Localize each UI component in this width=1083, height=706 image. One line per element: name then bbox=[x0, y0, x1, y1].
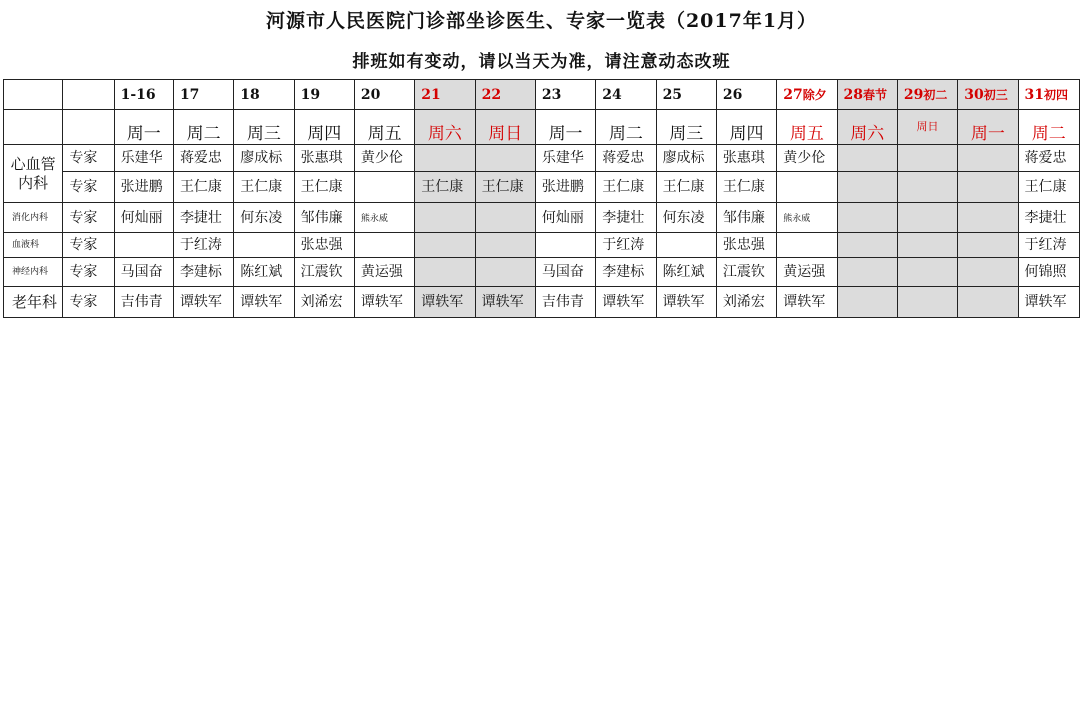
holiday-label: 春节 bbox=[863, 87, 888, 102]
doctor-cell bbox=[354, 203, 414, 233]
doctor-name: 邹伟廉 bbox=[300, 209, 343, 226]
holiday-label: 初二 bbox=[923, 87, 948, 102]
doctor-name: 谭轶军 bbox=[602, 294, 645, 310]
doctor-name: 何灿丽 bbox=[541, 209, 584, 226]
date-header-cell bbox=[294, 80, 354, 110]
doctor-name: 马国奋 bbox=[541, 264, 584, 280]
doctor-cell bbox=[173, 172, 233, 203]
doctor-name: 黄少伦 bbox=[360, 150, 403, 166]
doctor-cell bbox=[415, 258, 475, 287]
holiday-label: 除夕 bbox=[802, 87, 827, 102]
weekday-header-cell: 周六 bbox=[837, 110, 897, 145]
doctor-cell bbox=[415, 172, 475, 203]
doctor-cell bbox=[777, 233, 837, 258]
doctor-name: 王仁康 bbox=[240, 179, 283, 195]
doctor-cell bbox=[596, 145, 656, 172]
weekday-header-cell: 周二 bbox=[1018, 110, 1079, 145]
doctor-cell bbox=[897, 258, 957, 287]
doctor-cell bbox=[475, 233, 535, 258]
doctor-cell bbox=[716, 258, 776, 287]
doctor-cell bbox=[475, 145, 535, 172]
date-header-cell bbox=[777, 80, 837, 110]
weekday-header-cell: 周二 bbox=[173, 110, 233, 145]
doctor-cell bbox=[114, 258, 173, 287]
doctor-cell bbox=[535, 233, 595, 258]
doctor-name: 刘浠宏 bbox=[722, 294, 765, 310]
weekday-header-cell: 周五 bbox=[777, 110, 837, 145]
schedule-row bbox=[4, 287, 1080, 318]
doctor-name: 李建标 bbox=[179, 264, 222, 280]
doctor-cell bbox=[1018, 233, 1079, 258]
date-number: 18 bbox=[240, 86, 260, 103]
doctor-cell bbox=[897, 287, 957, 318]
doctor-name: 江震钦 bbox=[300, 264, 343, 280]
doctor-name: 王仁康 bbox=[300, 179, 343, 195]
doctor-cell bbox=[114, 145, 173, 172]
date-header-cell bbox=[656, 80, 716, 110]
doctor-cell bbox=[415, 287, 475, 318]
weekday-header-cell: 周日 bbox=[475, 110, 535, 145]
role-type-cell: 专家 bbox=[63, 258, 114, 287]
page-subtitle: 排班如有变动，请以当天为准，请注意动态改班 bbox=[352, 52, 731, 72]
doctor-cell bbox=[294, 258, 354, 287]
date-header-cell bbox=[415, 80, 475, 110]
doctor-name: 乐建华 bbox=[120, 150, 163, 166]
doctor-cell bbox=[777, 258, 837, 287]
doctor-cell bbox=[1018, 287, 1079, 318]
doctor-name: 于红涛 bbox=[1024, 237, 1067, 253]
date-number: 26 bbox=[722, 86, 743, 103]
date-number: 20 bbox=[360, 86, 381, 103]
doctor-name: 熊永威 bbox=[783, 213, 811, 224]
date-header-cell bbox=[354, 80, 414, 110]
doctor-name: 王仁康 bbox=[722, 179, 765, 195]
doctor-cell bbox=[656, 258, 716, 287]
doctor-cell bbox=[234, 287, 294, 318]
doctor-cell bbox=[897, 203, 957, 233]
doctor-name: 何东凌 bbox=[662, 209, 705, 226]
doctor-cell bbox=[656, 203, 716, 233]
doctor-name: 王仁康 bbox=[179, 179, 222, 195]
doctor-cell bbox=[114, 172, 173, 203]
role-type-cell: 专家 bbox=[63, 233, 114, 258]
doctor-name: 何灿丽 bbox=[120, 209, 163, 226]
doctor-name: 谭轶军 bbox=[783, 294, 826, 310]
date-header-cell bbox=[173, 80, 233, 110]
doctor-cell bbox=[897, 172, 957, 203]
doctor-cell bbox=[596, 172, 656, 203]
weekday-header-cell: 周一 bbox=[114, 110, 173, 145]
doctor-cell bbox=[415, 145, 475, 172]
doctor-name: 谭轶军 bbox=[360, 294, 403, 310]
doctor-cell bbox=[596, 203, 656, 233]
doctor-cell bbox=[415, 233, 475, 258]
doctor-cell bbox=[596, 287, 656, 318]
doctor-name: 黄运强 bbox=[783, 264, 826, 280]
doctor-name: 谭轶军 bbox=[662, 294, 705, 310]
corner-cell bbox=[4, 110, 63, 145]
doctor-name: 谭轶军 bbox=[481, 294, 524, 310]
doctor-cell bbox=[656, 145, 716, 172]
doctor-cell bbox=[837, 287, 897, 318]
doctor-cell bbox=[234, 258, 294, 287]
doctor-name: 谭轶军 bbox=[240, 294, 283, 310]
doctor-cell bbox=[716, 287, 776, 318]
date-number: 24 bbox=[602, 86, 622, 103]
schedule-row bbox=[4, 203, 1080, 233]
doctor-cell bbox=[958, 203, 1018, 233]
doctor-cell bbox=[656, 287, 716, 318]
doctor-name: 蒋爱忠 bbox=[179, 150, 222, 166]
department-cell: 消化内科 bbox=[4, 203, 63, 233]
doctor-cell bbox=[354, 287, 414, 318]
date-header-cell bbox=[596, 80, 656, 110]
doctor-name: 江震钦 bbox=[722, 264, 765, 280]
doctor-name: 吉伟青 bbox=[120, 294, 163, 310]
doctor-name: 于红涛 bbox=[179, 237, 222, 253]
date-number: 27 bbox=[783, 86, 803, 103]
doctor-name: 廖成标 bbox=[240, 150, 283, 166]
weekday-header-row bbox=[4, 110, 1080, 145]
doctor-name: 邹伟廉 bbox=[722, 209, 765, 226]
doctor-cell bbox=[294, 233, 354, 258]
doctor-cell bbox=[716, 203, 776, 233]
doctor-name: 张进鹏 bbox=[541, 179, 584, 195]
doctor-cell bbox=[354, 172, 414, 203]
doctor-cell bbox=[173, 287, 233, 318]
doctor-cell bbox=[1018, 172, 1079, 203]
department-cell: 血液科 bbox=[4, 233, 63, 258]
doctor-cell bbox=[173, 145, 233, 172]
doctor-cell bbox=[535, 145, 595, 172]
doctor-cell bbox=[837, 233, 897, 258]
doctor-cell bbox=[1018, 145, 1079, 172]
doctor-cell bbox=[958, 287, 1018, 318]
schedule-row bbox=[4, 233, 1080, 258]
doctor-name: 李建标 bbox=[602, 264, 645, 280]
doctor-cell bbox=[234, 172, 294, 203]
doctor-name: 李捷壮 bbox=[179, 209, 222, 226]
date-header-cell bbox=[897, 80, 957, 110]
doctor-name: 陈红斌 bbox=[662, 264, 705, 280]
schedule-row bbox=[4, 172, 1080, 203]
doctor-cell bbox=[294, 145, 354, 172]
date-number: 19 bbox=[300, 86, 321, 103]
doctor-cell bbox=[837, 145, 897, 172]
doctor-cell bbox=[173, 203, 233, 233]
page-title: 河源市人民医院门诊部坐诊医生、专家一览表（2017年1月） bbox=[265, 10, 818, 32]
doctor-cell bbox=[114, 233, 173, 258]
doctor-name: 张惠琪 bbox=[300, 150, 343, 166]
doctor-name: 王仁康 bbox=[1024, 179, 1067, 195]
date-number: 31 bbox=[1024, 86, 1045, 103]
doctor-name: 何锦照 bbox=[1024, 264, 1067, 280]
doctor-name: 张忠强 bbox=[722, 237, 765, 253]
doctor-name: 熊永威 bbox=[360, 213, 388, 224]
date-header-cell bbox=[958, 80, 1018, 110]
doctor-name: 廖成标 bbox=[662, 150, 705, 166]
doctor-cell bbox=[234, 145, 294, 172]
department-cell: 神经内科 bbox=[4, 258, 63, 287]
doctor-cell bbox=[837, 258, 897, 287]
doctor-cell bbox=[294, 203, 354, 233]
holiday-label: 初四 bbox=[1044, 87, 1069, 102]
doctor-cell bbox=[596, 233, 656, 258]
doctor-cell bbox=[294, 287, 354, 318]
doctor-name: 张惠琪 bbox=[722, 150, 765, 166]
doctor-name: 谭轶军 bbox=[421, 294, 464, 310]
weekday-header-cell: 周五 bbox=[354, 110, 414, 145]
doctor-cell bbox=[596, 258, 656, 287]
doctor-cell bbox=[777, 172, 837, 203]
date-number: 29 bbox=[903, 86, 924, 103]
doctor-cell bbox=[475, 287, 535, 318]
doctor-name: 马国奋 bbox=[120, 264, 163, 280]
weekday-header-cell: 周一 bbox=[958, 110, 1018, 145]
corner-cell bbox=[63, 110, 114, 145]
schedule-row bbox=[4, 145, 1080, 172]
doctor-name: 于红涛 bbox=[602, 237, 645, 253]
date-number: 21 bbox=[421, 86, 441, 103]
date-header-cell bbox=[716, 80, 776, 110]
date-number: 25 bbox=[662, 86, 683, 103]
doctor-name: 吉伟青 bbox=[541, 294, 584, 310]
department-cell: 老年科 bbox=[4, 287, 63, 318]
date-number: 17 bbox=[179, 86, 200, 103]
doctor-cell bbox=[897, 233, 957, 258]
doctor-name: 王仁康 bbox=[662, 179, 705, 195]
weekday-header-cell: 周二 bbox=[596, 110, 656, 145]
doctor-name: 王仁康 bbox=[481, 179, 524, 195]
weekday-header-cell: 周四 bbox=[716, 110, 776, 145]
schedule-table bbox=[3, 79, 1080, 318]
weekday-header-cell: 周一 bbox=[535, 110, 595, 145]
doctor-name: 王仁康 bbox=[602, 179, 645, 195]
schedule-row bbox=[4, 258, 1080, 287]
doctor-name: 蒋爱忠 bbox=[1024, 150, 1067, 166]
doctor-name: 王仁康 bbox=[421, 179, 464, 195]
doctor-cell bbox=[535, 287, 595, 318]
doctor-name: 何东凌 bbox=[240, 209, 283, 226]
doctor-name: 刘浠宏 bbox=[300, 294, 343, 310]
corner-cell bbox=[4, 80, 63, 110]
doctor-name: 蒋爱忠 bbox=[602, 150, 645, 166]
doctor-name: 李捷壮 bbox=[1024, 209, 1067, 226]
doctor-name: 张进鹏 bbox=[120, 179, 163, 195]
role-type-cell: 专家 bbox=[63, 172, 114, 203]
doctor-cell bbox=[716, 145, 776, 172]
doctor-cell bbox=[234, 203, 294, 233]
doctor-cell bbox=[173, 258, 233, 287]
doctor-cell bbox=[958, 258, 1018, 287]
doctor-cell bbox=[354, 258, 414, 287]
doctor-cell bbox=[777, 145, 837, 172]
doctor-cell bbox=[173, 233, 233, 258]
weekday-header-cell: 周日 bbox=[897, 110, 957, 145]
doctor-name: 李捷壮 bbox=[602, 209, 645, 226]
doctor-cell bbox=[354, 145, 414, 172]
doctor-name: 乐建华 bbox=[541, 150, 584, 166]
date-number: 1-16 bbox=[120, 86, 156, 103]
doctor-cell bbox=[535, 172, 595, 203]
date-header-cell bbox=[475, 80, 535, 110]
role-type-cell: 专家 bbox=[63, 145, 114, 172]
date-number: 22 bbox=[481, 86, 502, 103]
date-header-cell bbox=[1018, 80, 1079, 110]
role-type-cell: 专家 bbox=[63, 287, 114, 318]
doctor-cell bbox=[777, 203, 837, 233]
doctor-cell bbox=[656, 233, 716, 258]
doctor-cell bbox=[897, 145, 957, 172]
date-header-cell bbox=[114, 80, 173, 110]
doctor-cell bbox=[354, 233, 414, 258]
date-header-row bbox=[4, 80, 1080, 110]
doctor-cell bbox=[475, 172, 535, 203]
date-header-cell bbox=[837, 80, 897, 110]
date-number: 28 bbox=[843, 86, 864, 103]
doctor-cell bbox=[958, 172, 1018, 203]
doctor-cell bbox=[958, 145, 1018, 172]
doctor-name: 张忠强 bbox=[300, 237, 343, 253]
role-type-cell: 专家 bbox=[63, 203, 114, 233]
weekday-header-cell: 周六 bbox=[415, 110, 475, 145]
date-header-cell bbox=[535, 80, 595, 110]
holiday-label: 初三 bbox=[983, 87, 1008, 102]
date-number: 30 bbox=[964, 86, 984, 103]
date-number: 23 bbox=[541, 86, 562, 103]
doctor-cell bbox=[777, 287, 837, 318]
doctor-cell bbox=[114, 287, 173, 318]
doctor-name: 陈红斌 bbox=[240, 264, 283, 280]
doctor-name: 谭轶军 bbox=[1024, 294, 1067, 310]
doctor-cell bbox=[294, 172, 354, 203]
doctor-name: 黄运强 bbox=[360, 264, 403, 280]
doctor-cell bbox=[535, 258, 595, 287]
date-header-cell bbox=[234, 80, 294, 110]
doctor-name: 谭轶军 bbox=[179, 294, 222, 310]
doctor-cell bbox=[656, 172, 716, 203]
weekday-header-cell: 周四 bbox=[294, 110, 354, 145]
doctor-cell bbox=[958, 233, 1018, 258]
doctor-cell bbox=[234, 233, 294, 258]
department-cell: 心血管内科 bbox=[4, 145, 63, 203]
doctor-cell bbox=[1018, 203, 1079, 233]
weekday-header-cell: 周三 bbox=[656, 110, 716, 145]
weekday-header-cell: 周三 bbox=[234, 110, 294, 145]
doctor-cell bbox=[837, 172, 897, 203]
doctor-cell bbox=[475, 203, 535, 233]
doctor-cell bbox=[114, 203, 173, 233]
doctor-cell bbox=[415, 203, 475, 233]
doctor-name: 黄少伦 bbox=[783, 150, 826, 166]
corner-cell bbox=[63, 80, 114, 110]
doctor-cell bbox=[716, 233, 776, 258]
doctor-cell bbox=[716, 172, 776, 203]
doctor-cell bbox=[1018, 258, 1079, 287]
doctor-cell bbox=[535, 203, 595, 233]
doctor-cell bbox=[837, 203, 897, 233]
doctor-cell bbox=[475, 258, 535, 287]
